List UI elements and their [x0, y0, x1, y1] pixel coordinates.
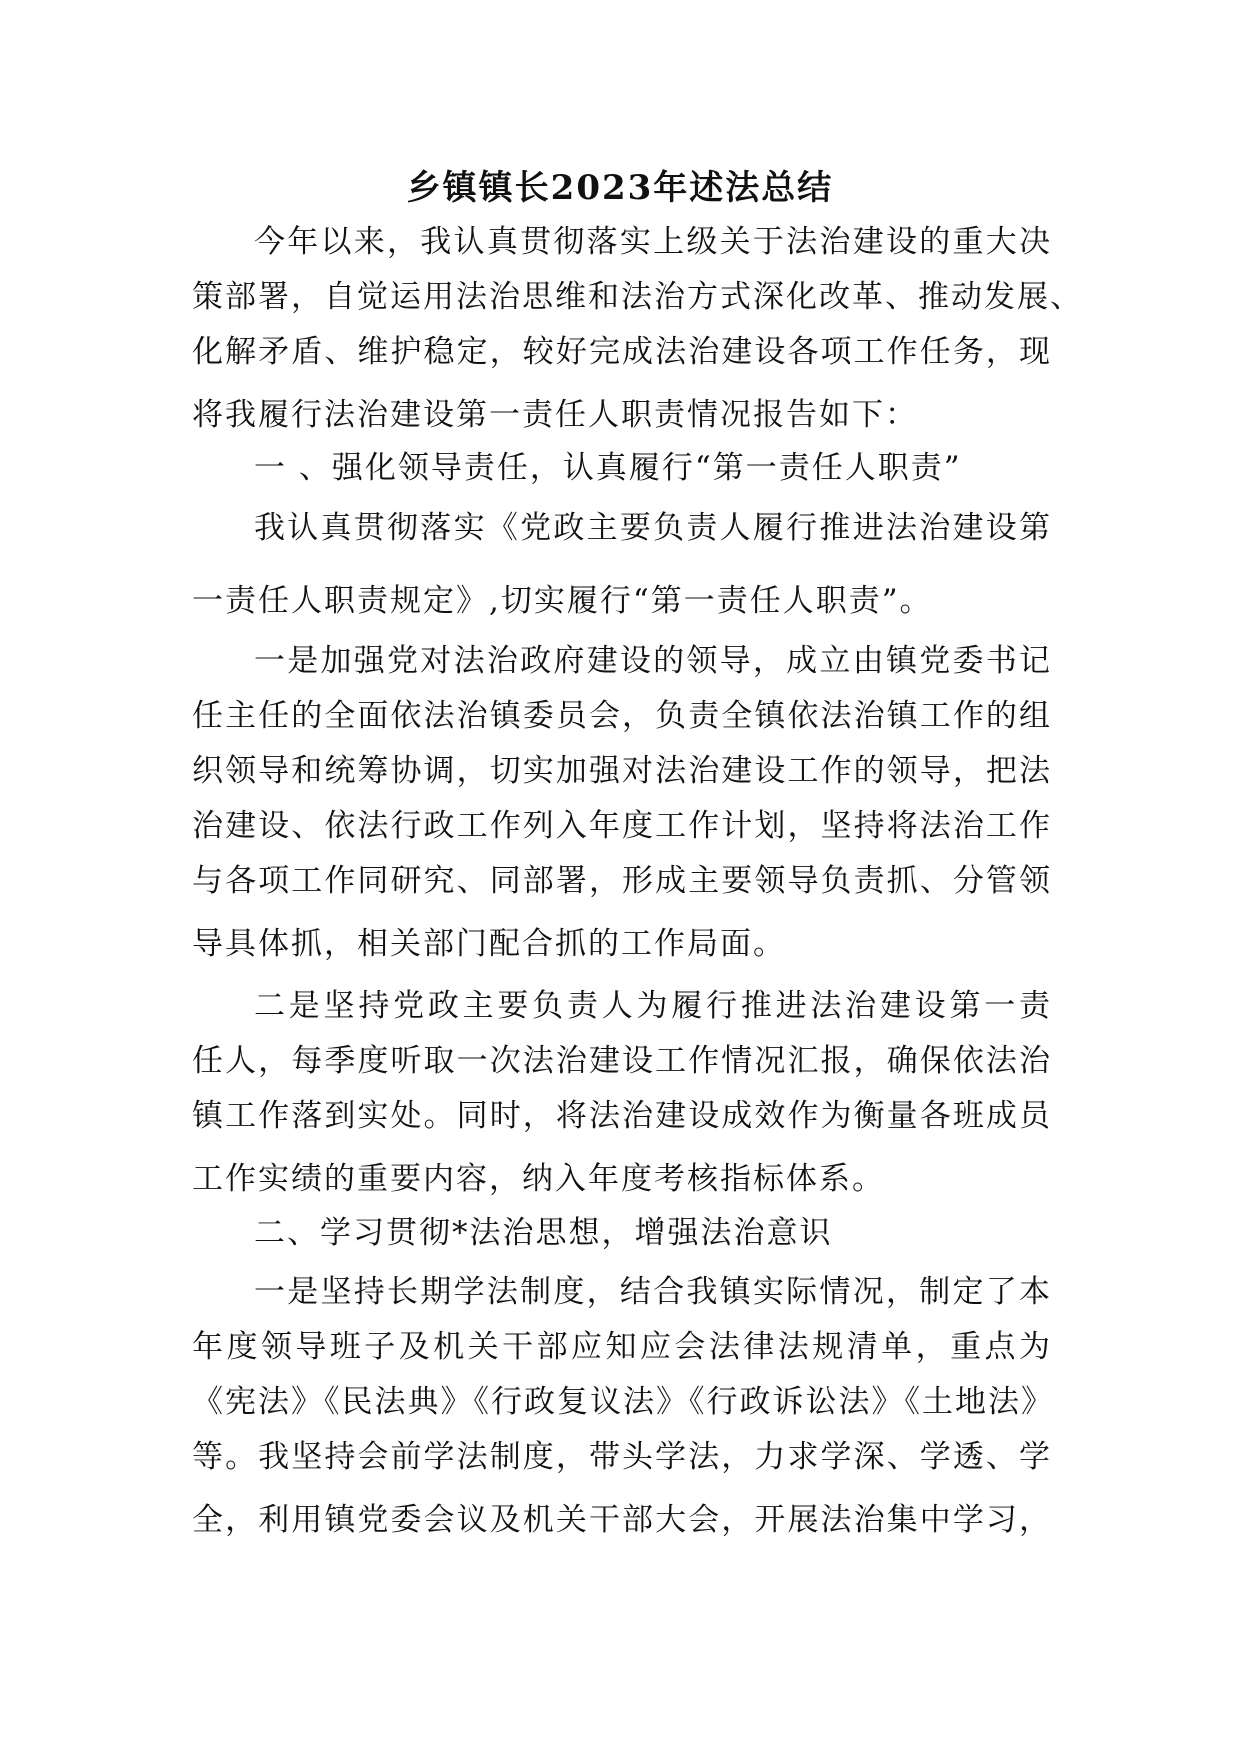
- paragraph-line: 镇工作落到实处。同时，将法治建设成效作为衡量各班成员: [192, 1098, 1052, 1134]
- paragraph-line: 我认真贯彻落实《党政主要负责人履行推进法治建设第: [254, 510, 1052, 546]
- paragraph-line: 将我履行法治建设第一责任人职责情况报告如下：: [192, 397, 918, 433]
- paragraph-line: 一是坚持长期学法制度，结合我镇实际情况，制定了本: [254, 1274, 1052, 1310]
- paragraph-line: 化解矛盾、维护稳定，较好完成法治建设各项工作任务，现: [192, 334, 1052, 370]
- paragraph-line: 今年以来，我认真贯彻落实上级关于法治建设的重大决: [254, 224, 1052, 260]
- paragraph-line: 等。我坚持会前学法制度，带头学法，力求学深、学透、学: [192, 1439, 1052, 1475]
- paragraph-line: 与各项工作同研究、同部署，形成主要领导负责抓、分管领: [192, 863, 1052, 899]
- paragraph-line: 策部署，自觉运用法治思维和法治方式深化改革、推动发展、: [192, 279, 1083, 315]
- paragraph-line: 二是坚持党政主要负责人为履行推进法治建设第一责: [254, 988, 1052, 1024]
- paragraph-line: 年度领导班子及机关干部应知应会法律法规清单，重点为: [192, 1329, 1052, 1365]
- paragraph-line: 导具体抓，相关部门配合抓的工作局面。: [192, 926, 786, 962]
- document-title: 乡镇镇长2023年述法总结: [406, 168, 834, 208]
- section-heading: 一 、强化领导责任，认真履行“第一责任人职责”: [254, 450, 962, 486]
- paragraph-line: 《宪法》《民法典》《行政复议法》《行政诉讼法》《土地法》: [192, 1384, 1054, 1420]
- paragraph-line: 任人，每季度听取一次法治建设工作情况汇报，确保依法治: [192, 1043, 1052, 1079]
- paragraph-line: 织领导和统筹协调，切实加强对法治建设工作的领导，把法: [192, 753, 1052, 789]
- paragraph-line: 一责任人职责规定》,切实履行“第一责任人职责”。: [192, 583, 933, 619]
- paragraph-line: 治建设、依法行政工作列入年度工作计划，坚持将法治工作: [192, 808, 1052, 844]
- paragraph-line: 任主任的全面依法治镇委员会，负责全镇依法治镇工作的组: [192, 698, 1052, 734]
- paragraph-line: 一是加强党对法治政府建设的领导，成立由镇党委书记: [254, 643, 1052, 679]
- paragraph-line: 工作实绩的重要内容，纳入年度考核指标体系。: [192, 1161, 885, 1197]
- paragraph-line: 全，利用镇党委会议及机关干部大会，开展法治集中学习，: [192, 1502, 1052, 1538]
- section-heading: 二、学习贯彻*法治思想，增强法治意识: [254, 1215, 833, 1251]
